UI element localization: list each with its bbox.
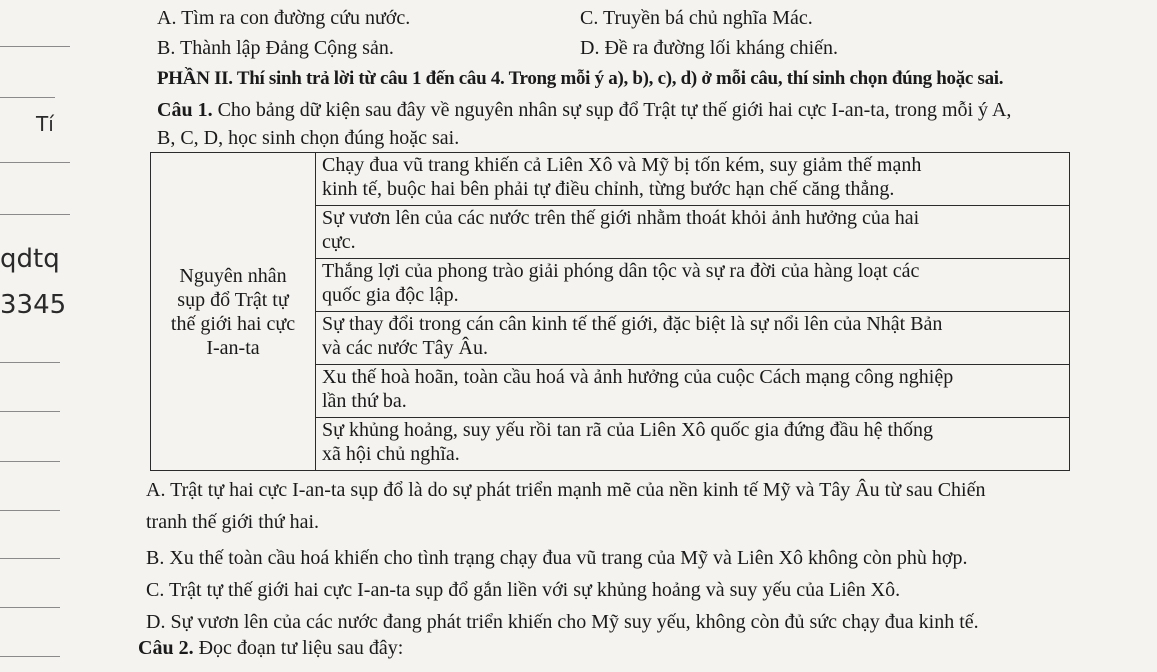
- margin-rule: [0, 411, 60, 412]
- margin-rule: [0, 558, 60, 559]
- cell-line: Sự khủng hoảng, suy yếu rồi tan rã của Liên Xô quốc gia đứng đầu hệ thống: [322, 419, 933, 441]
- margin-rule: [0, 162, 70, 163]
- option-a: A. Tìm ra con đường cứu nước.: [157, 7, 411, 29]
- statement-d: D. Sự vươn lên của các nước đang phát triển khiến cho Mỹ suy yếu, không còn đủ sức chạy đua kinh tế.: [146, 611, 979, 633]
- handwritten-note: qdtq: [0, 244, 60, 274]
- margin-rule: [0, 97, 55, 98]
- option-c: C. Truyền bá chủ nghĩa Mác.: [580, 7, 813, 29]
- margin-rule: [0, 656, 60, 657]
- margin-rule: [0, 607, 60, 608]
- handwritten-note: Tí: [36, 112, 54, 136]
- question-1-label: Câu 1.: [157, 99, 213, 121]
- cell-line: Sự vươn lên của các nước trên thế giới nhằm thoát khỏi ảnh hưởng của hai: [322, 207, 920, 229]
- cell-line: Chạy đua vũ trang khiến cả Liên Xô và Mỹ bị tốn kém, suy giảm thế mạnh: [322, 154, 922, 176]
- question-2: [138, 636, 403, 660]
- table-cell: [316, 259, 1070, 312]
- statement-a: A. Trật tự hai cực I-an-ta sụp đổ là do sự phát triển mạnh mẽ của nền kinh tế Mỹ và Tây Âu từ sau Chiến: [146, 479, 986, 501]
- margin-rule: [0, 362, 60, 363]
- statement-a-cont: tranh thế giới thứ hai.: [146, 511, 320, 533]
- cell-line: Xu thế hoà hoãn, toàn cầu hoá và ảnh hưởng của cuộc Cách mạng công nghiệp: [322, 366, 954, 388]
- question-2-text: Đọc đoạn tư liệu sau đây:: [198, 637, 404, 659]
- cell-line: Sự thay đổi trong cán cân kinh tế thế giới, đặc biệt là sự nổi lên của Nhật Bản: [322, 313, 943, 335]
- table-cell: [316, 365, 1070, 418]
- question-1-line1: [157, 98, 1011, 122]
- statement-b: B. Xu thế toàn cầu hoá khiến cho tình trạng chạy đua vũ trang của Mỹ và Liên Xô không còn phù hợp.: [146, 547, 968, 569]
- part2-heading: PHẦN II. Thí sinh trả lời từ câu 1 đến câu 4. Trong mỗi ý a), b), c), d) ở mỗi câu, thí sinh chọn đúng hoặc sai.: [157, 68, 1004, 89]
- table-cell: [316, 153, 1070, 206]
- table-row-header: [151, 153, 316, 471]
- table-cell: [316, 312, 1070, 365]
- table-row: [151, 153, 1070, 206]
- margin-rule: [0, 510, 60, 511]
- option-b: B. Thành lập Đảng Cộng sản.: [157, 37, 394, 59]
- table-cell: [316, 418, 1070, 471]
- question-1-line2: B, C, D, học sinh chọn đúng hoặc sai.: [157, 127, 460, 149]
- handwritten-note: 3345: [0, 290, 67, 320]
- cell-line: cực.: [322, 231, 356, 253]
- cause-table: [150, 152, 1070, 471]
- cell-line: và các nước Tây Âu.: [322, 337, 488, 359]
- header-line: thế giới hai cực: [170, 312, 296, 335]
- cell-line: kinh tế, buộc hai bên phải tự điều chỉnh, từng bước hạn chế căng thẳng.: [322, 178, 895, 200]
- statement-c: C. Trật tự thế giới hai cực I-an-ta sụp đổ gắn liền với sự khủng hoảng và suy yếu của Liên Xô.: [146, 579, 901, 601]
- cell-line: Thắng lợi của phong trào giải phóng dân tộc và sự ra đời của hàng loạt các: [322, 260, 920, 282]
- cell-line: quốc gia độc lập.: [322, 284, 459, 306]
- question-2-label: Câu 2.: [138, 637, 194, 659]
- margin-rule: [0, 214, 70, 215]
- margin-rule: [0, 461, 60, 462]
- header-line: I-an-ta: [206, 336, 260, 359]
- cell-line: lần thứ ba.: [322, 390, 407, 412]
- margin-rule: [0, 46, 70, 47]
- table-cell: [316, 206, 1070, 259]
- question-1-text: Cho bảng dữ kiện sau đây về nguyên nhân sự sụp đổ Trật tự thế giới hai cực I-an-ta, trong mỗi ý A,: [217, 99, 1012, 121]
- option-d: D. Đề ra đường lối kháng chiến.: [580, 37, 839, 59]
- cell-line: xã hội chủ nghĩa.: [322, 443, 460, 465]
- header-line: Nguyên nhân: [179, 264, 287, 287]
- header-line: sụp đổ Trật tự: [177, 288, 289, 311]
